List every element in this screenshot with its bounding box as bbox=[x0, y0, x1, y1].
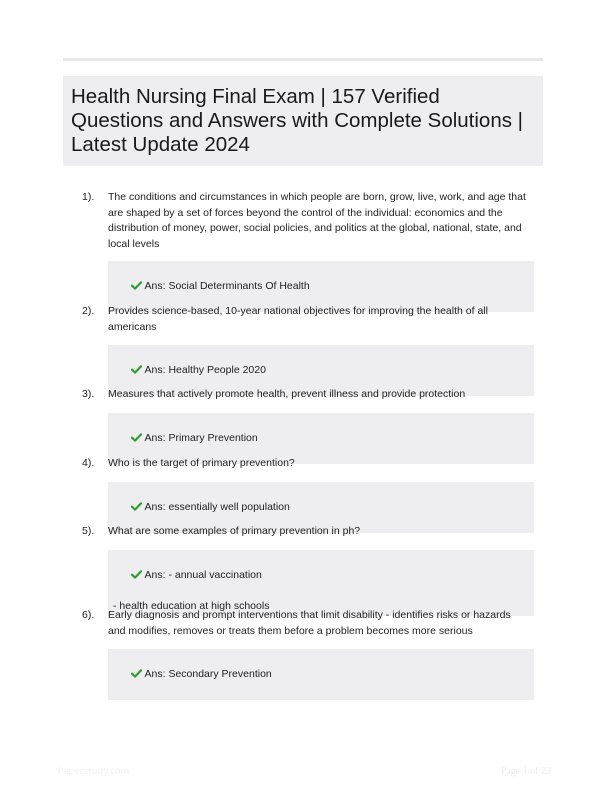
answer-box bbox=[108, 550, 534, 616]
answer-text: Ans: Social Determinants Of Health bbox=[144, 279, 310, 292]
document-title: Health Nursing Final Exam | 157 Verified Questions and Answers with Complete Solutions | Latest Update 2024 bbox=[71, 85, 524, 156]
question-text: Early diagnosis and prompt interventions that limit disability - identifies risks or hazards and modifies, removes or treats them before a problem becomes more serious bbox=[108, 609, 511, 637]
answer-text: Ans: - annual vaccination bbox=[144, 568, 262, 581]
answer-text: Ans: Primary Prevention bbox=[144, 431, 258, 444]
title-banner bbox=[63, 76, 543, 166]
checkmark-icon bbox=[131, 281, 142, 290]
checkmark-icon bbox=[131, 433, 142, 442]
answer-text: Ans: Healthy People 2020 bbox=[144, 363, 266, 376]
answer-text: - health education at high schools bbox=[113, 599, 270, 612]
answer-text: Ans: essentially well population bbox=[144, 500, 290, 513]
question-number: 4). bbox=[82, 457, 95, 469]
answer-box bbox=[108, 649, 534, 700]
question-number: 3). bbox=[82, 388, 95, 400]
top-divider bbox=[63, 58, 543, 61]
checkmark-icon bbox=[131, 365, 142, 374]
page-number: Page 1 of 23 bbox=[500, 766, 551, 777]
checkmark-icon bbox=[131, 669, 142, 678]
question-number: 5). bbox=[82, 525, 95, 537]
question-number: 2). bbox=[82, 305, 95, 317]
question-text: Measures that actively promote health, prevent illness and provide protection bbox=[108, 388, 466, 400]
checkmark-icon bbox=[131, 570, 142, 579]
question-text: The conditions and circumstances in which people are born, grow, live, work, and age that are shaped by a set of forces beyond the control of the individual: economics and the distribution of money, power, social policies, and politics at the global, national, state, and local levels bbox=[108, 191, 526, 250]
answer-text: Ans: Secondary Prevention bbox=[144, 667, 272, 680]
question-text: Provides science-based, 10-year national objectives for improving the health of all americans bbox=[108, 305, 488, 333]
question-text: Who is the target of primary prevention? bbox=[108, 457, 295, 469]
question-number: 1). bbox=[82, 191, 95, 203]
question-text: What are some examples of primary prevention in ph? bbox=[108, 525, 361, 537]
checkmark-icon bbox=[131, 502, 142, 511]
question-number: 6). bbox=[82, 609, 95, 621]
watermark-text: Paperstudy.com bbox=[58, 767, 130, 777]
